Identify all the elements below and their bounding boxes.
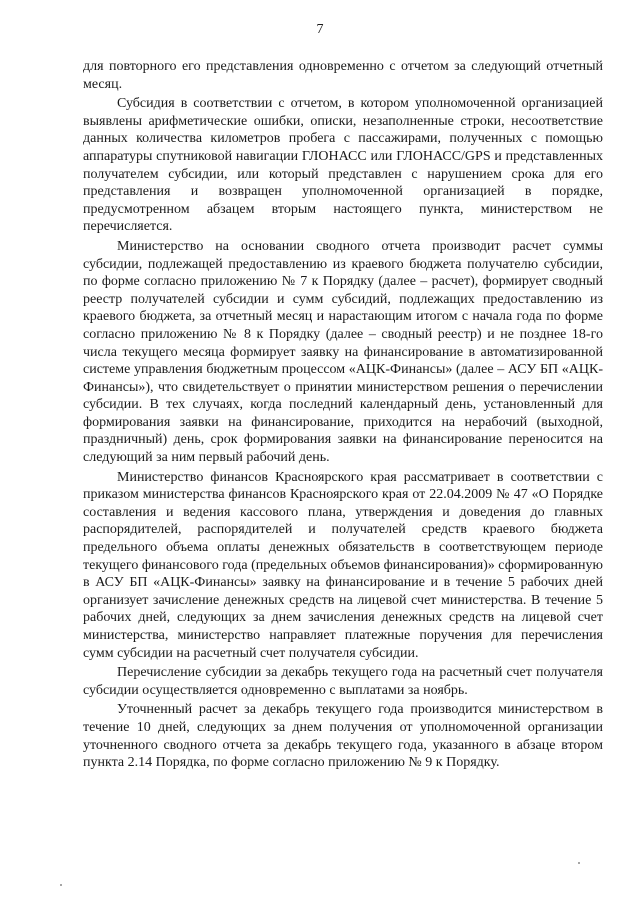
paragraph-december-transfer: Перечисление субсидии за декабрь текущего года на расчетный счет получателя субсидии осуществляется одновременно с выплатами за ноябрь. [83, 665, 603, 698]
paragraph-finance-ministry-review: Министерство финансов Красноярского края рассматривает в соответствии с приказом министерства финансов Красноярского края от 22.04.2009 № 47 «О Порядке составления и ведения кассового плана, утверждения и доведения до главных распорядителей, распорядителей и получателей средств краевого бюджета предельного объема оплаты денежных обязательств в соответствующем периоде текущего финансового года (предельных объемов финансирования)» сформированную в АСУ БП «АЦК-Финансы» заявку на финансирование и в течение 5 рабочих дней организует зачисление денежных средств на лицевой счет министерства. В течение 5 рабочих дней, следующих за днем зачисления денежных средств на лицевой счет министерства, министерство направляет платежные поручения для перечисления сумм субсидии на расчетный счет получателя субсидии. [83, 469, 603, 661]
paragraph-ministry-calculation: Министерство на основании сводного отчета производит расчет суммы субсидии, подлежащей предоставлению из краевого бюджета получателю субсидии, по форме согласно приложению № 7 к Порядку (далее – расчет), формирует сводный реестр получателей субсидии и сумм субсидий, подлежащих предоставлению из краевого бюджета, за отчетный месяц и нарастающим итогом с начала года по форме согласно приложению № 8 к Порядку (далее – сводный реестр) и не позднее 18-го числа текущего месяца формирует заявку на финансирование в автоматизированной системе управления бюджетным процессом «АЦК-Финансы» (далее – АСУ БП «АЦК-Финансы»), что свидетельствует о принятии министерством решения о перечислении субсидии. В тех случаях, когда последний календарный день, установленный для формирования заявки на финансирование, приходится на нерабочий (выходной, праздничный) день, срок формирования заявки на финансирование переносится на следующий за ним первый рабочий день. [83, 238, 603, 466]
scan-speck [60, 884, 62, 886]
page-number: 7 [316, 22, 324, 37]
paragraph-refined-calculation: Уточненный расчет за декабрь текущего года производится министерством в течение 10 дней, следующих за днем получения от уполномоченной организации уточненного сводного отчета за декабрь текущего года, указанного в абзаце втором пункта 2.14 Порядка, по форме согласно приложению № 9 к Порядку. [83, 702, 603, 771]
scan-speck [578, 862, 580, 864]
paragraph-subsidy-not-transferred: Субсидия в соответствии с отчетом, в котором уполномоченной организацией выявлены арифметические ошибки, описки, незаполненные строки, несоответствие данных количества километров пробега с пассажирами, полученных с помощью аппаратуры спутниковой навигации ГЛОНАСС или ГЛОНАСС/GPS и представленных получателем субсидии, или который представлен с нарушением срока для его представления и возвращен уполномоченной организацией в порядке, предусмотренном абзацем вторым настоящего пункта, министерством не перечисляется. [83, 96, 603, 235]
paragraph-continuation: для повторного его представления одновременно с отчетом за следующий отчетный месяц. [83, 59, 603, 92]
document-body [83, 58, 603, 772]
